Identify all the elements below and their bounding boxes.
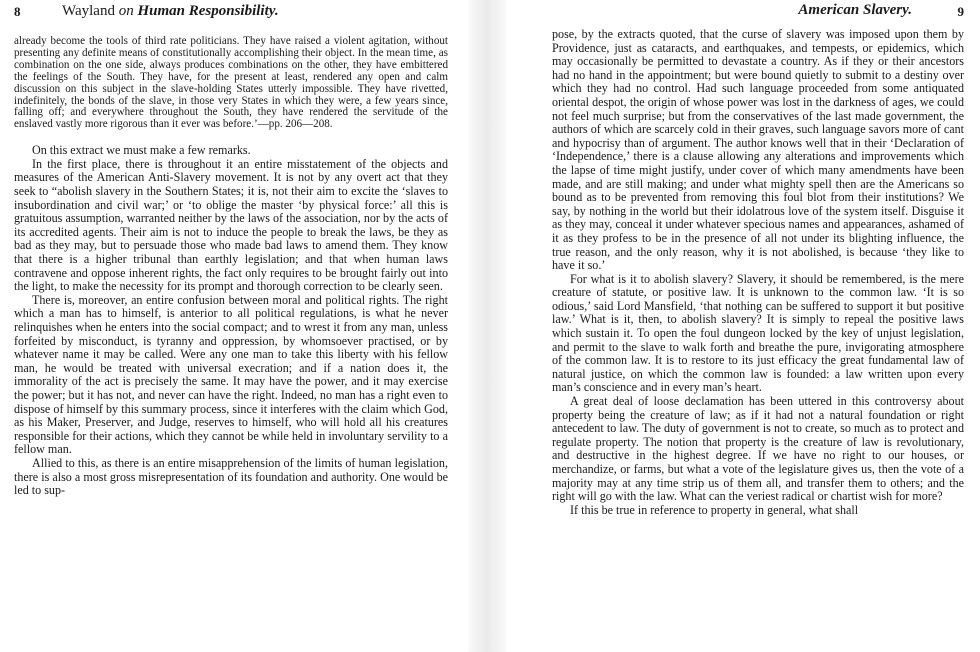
left-running-head <box>14 0 448 28</box>
paragraph: Allied to this, as there is an entire misapprehension of the limits of human legislation, there is also a most gross misrepresentation of its foundation and authority. One would be led to sup- <box>14 455 448 498</box>
paragraph: If this be true in reference to property in general, what shall <box>570 502 859 517</box>
book-gutter <box>468 0 506 652</box>
right-running-title: American Slavery. <box>798 2 912 18</box>
left-running-title: Wayland on Human Responsibility. <box>62 3 279 19</box>
extract-quote: already become the tools of third rate politicians. They have raised a violent agitation, without presenting any definite means of constitutionally accomplishing their object. In the mean time, as combination on the one side, always produces combinations on the other, they have embittered the feelings of the South. They have, for the present at least, rendered any open and calm discussion on this subject in the slave-holding States utterly impossible. They have rivetted, indefinitely, the bonds of the slave, in those very States in which they were, a few years since, falling off; and everywhere throughout the South, they have rendered the servitude of the enslaved vastly more rigorous than it ever was before.’—pp. 206—208. <box>14 35 448 131</box>
right-page <box>506 0 980 652</box>
paragraph: On this extract we must make a few remarks. <box>32 143 251 158</box>
paragraph: A great deal of loose declamation has been uttered in this controversy about property being the creature of law; as if it had not a natural foundation or right antecedent to law. The duty of government is not to create, so much as to protect and regulate property. The notion that property is the creature of law is revolutionary, and destructive in the highest degree. If we have no right to our houses, or merchandize, or farms, but what a vote of the legislature gives us, then the vote of a majority may at any time strip us of them all, and transfer them to others; and the right will go with the law. What can the veriest radical or chartist wish for more? <box>552 394 964 504</box>
right-body-text <box>552 28 964 517</box>
paragraph: In the first place, there is throughout it an entire misstatement of the objects and measures of the American Anti-Slavery movement. It is not by any overt act that they seek to “abolish slavery in the Southern States; it is, not their aim to excite the ‘slaves to insubordination and civil war;’ or ‘to oblige the master ‘by physical force:’ all this is gratuitous assumption, warranted neither by the laws of the association, nor by the acts of its accredited agents. Their aim is not to induce the people to break the laws, be they as bad as they may, but to persuade those who made bad laws to amend them. They know that there is a higher tribunal than earthly legislation; and that when human laws contravene and oppose inherent rights, the fact only requires to be brought fairly out into the light, to make the necessity for its prompt and thorough correction to be clearly seen. <box>14 156 448 294</box>
paragraph: For what is it to abolish slavery? Slavery, it should be remembered, is the mere creature of statute, or positive law. It is unknown to the common law. ‘It is so odious,’ said Lord Mansfield, ‘that nothing can be suffered to support it but positive law.’ What is it, then, to abolish slavery? It is simply to repeal the positive laws which sustain it. To open the foul dungeon locked by the key of unjust legislation, and permit to the slave to walk forth and breathe the pure, invigorating atmosphere of the common law. It is to restore to its just efficacy the great fundamental law of natural justice, on which the common law is founded: a law written upon every man’s conscience and in every man’s heart. <box>552 271 964 395</box>
left-page-number: 8 <box>14 4 21 19</box>
left-body-text <box>14 144 448 497</box>
right-page-number: 9 <box>957 4 964 19</box>
paragraph: There is, moreover, an entire confusion between moral and political rights. The right which a man has to himself, is anterior to all political regulations, is what he never relinquishes when he enters into the social compact; and to wrest it from any man, unless forfeited by misconduct, is tyranny and oppression, by whomsoever practised, or by whatever name it may be called. Were any one man to take this liberty with his fellow man, he would be treated with universal execration; and if a nation does it, the immorality of the act is precisely the same. It may have the power, and it may exercise the power; but it has not, and never can have the right. Indeed, no man has a right even to dispose of himself by this summary process, since it interferes with the claim which God, as his Maker, Preserver, and Judge, reserves to himself, who will hold all his creatures responsible for their actions, which they cannot be while held in involuntary servility to a fellow man. <box>14 292 448 457</box>
left-page <box>0 0 468 652</box>
right-running-head <box>552 0 964 28</box>
paragraph: pose, by the extracts quoted, that the curse of slavery was imposed upon them by Providence, just as cataracts, and earthquakes, and tempests, or epidemics, which may occasionally be permitted to devastate a country. As if they or their ancestors had no hand in the appointment; but were bound quietly to submit to a destiny over which they had no control. Had such language proceeded from some antiquated oriental despot, the origin of whose power was lost in the darkness of ages, we could not feel much surprise; but from the conservatives of the last made government, the authors of which are scarcely cold in their graves, such language savors more of cant and hypocrisy than of argument. The author knows well that in their ‘Declaration of ‘Independence,’ there is a clause allowing any alterations and improvements which the lapse of time might justify, under cover of which many amendments have been made, and are still making; and under what mighty spell then are the Americans so bound as to be prevented from removing this foul blot from their institutions? We say, by nothing in the world but their idolatrous love of the system itself. Disguise it as they may, conceal it under whatever specious names and appearances, ashamed of it as they profess to be in the presence of all not under its blighting influence, the true reason, and the only reason, why it is not abolished, is because ‘they like to have it so.’ <box>552 27 964 273</box>
